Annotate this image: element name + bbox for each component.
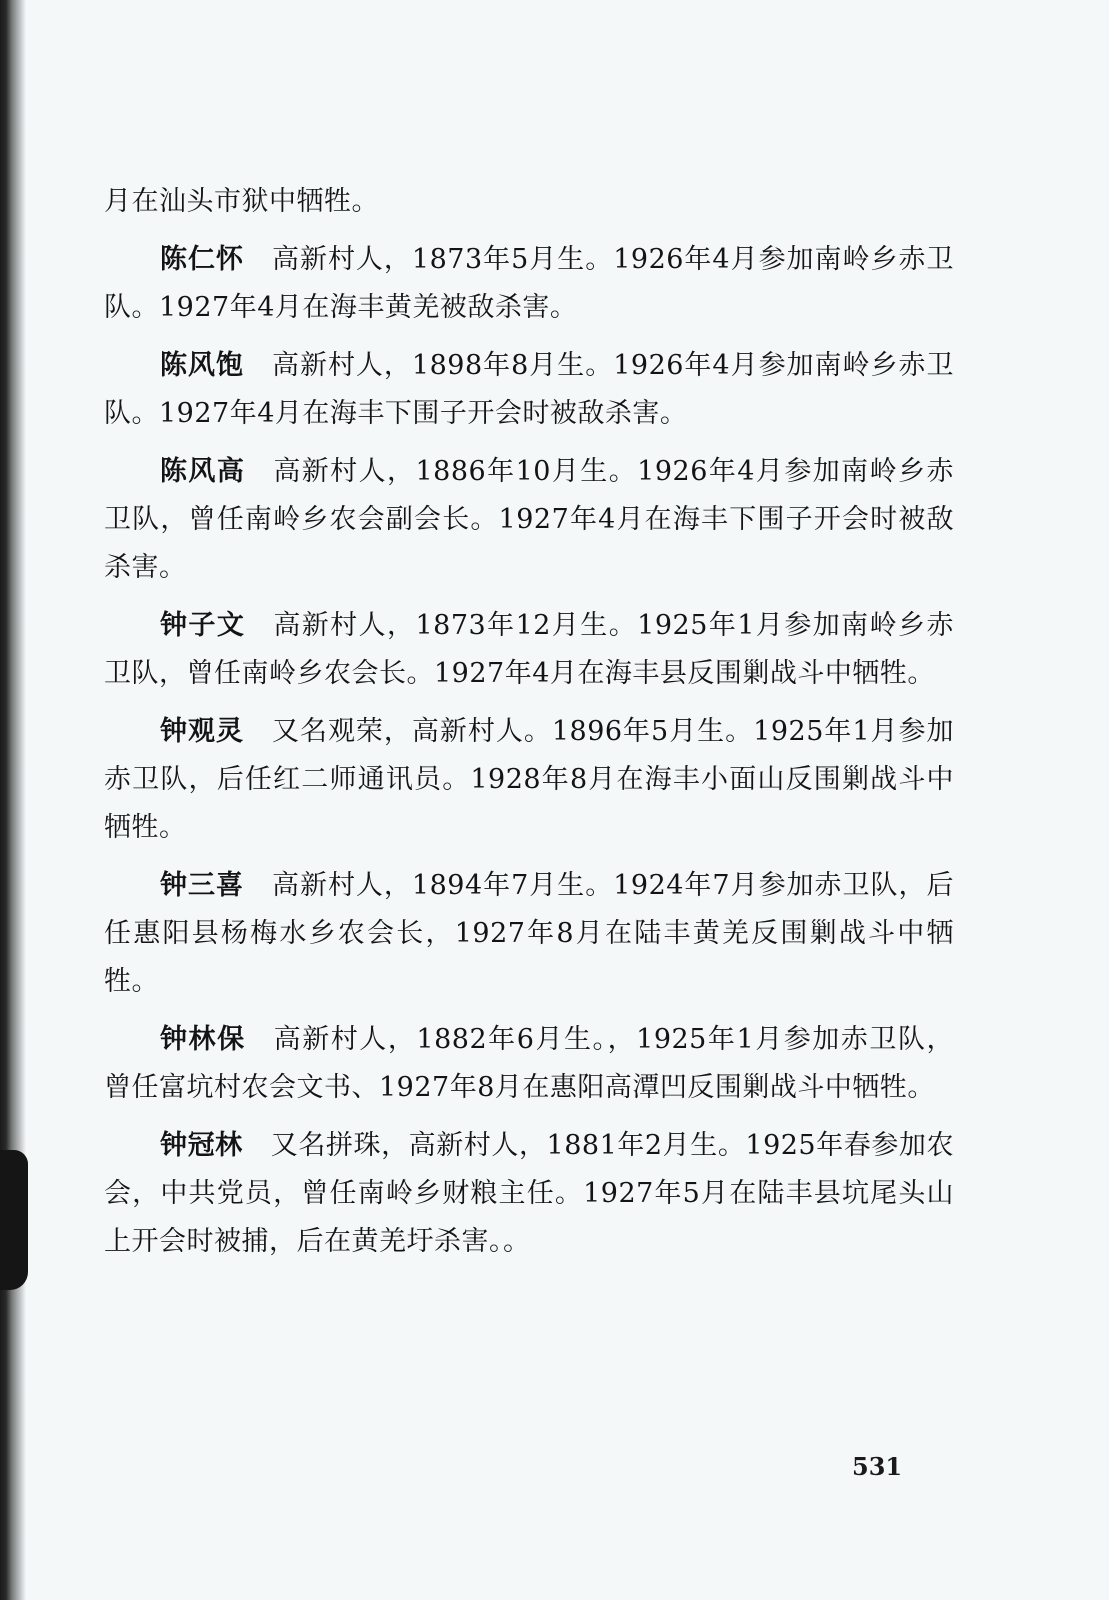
entry-name: 陈仁怀 <box>160 244 244 275</box>
entry-text: 又名观荣，高新村人。1896年5月生。1925年1月参加赤卫队，后任红二师通讯员。1928年8月在海丰小面山反围剿战斗中牺牲。 <box>104 716 954 843</box>
entry-paragraph <box>104 602 954 698</box>
page-number: 531 <box>852 1452 903 1481</box>
entry-paragraph <box>104 236 954 332</box>
entry-text: 高新村人，1886年10月生。1926年4月参加南岭乡赤卫队，曾任南岭乡农会副会长。1927年4月在海丰下围子开会时被敌杀害。 <box>104 456 954 583</box>
entry-text: 高新村人，1873年12月生。1925年1月参加南岭乡赤卫队，曾任南岭乡农会长。1927年4月在海丰县反围剿战斗中牺牲。 <box>104 610 954 689</box>
entry-text: 高新村人，1873年5月生。1926年4月参加南岭乡赤卫队。1927年4月在海丰黄羌被敌杀害。 <box>104 244 954 323</box>
scan-edge-blot <box>0 1150 28 1290</box>
entry-name: 钟林保 <box>160 1024 246 1055</box>
entry-text: 高新村人，1894年7月生。1924年7月参加赤卫队，后任惠阳县杨梅水乡农会长，1927年8月在陆丰黄羌反围剿战斗中牺牲。 <box>104 870 954 997</box>
entry-paragraph <box>104 1016 954 1112</box>
entry-name: 陈风高 <box>160 456 246 487</box>
entry-paragraph <box>104 448 954 592</box>
entry-text: 又名拼珠，高新村人，1881年2月生。1925年春参加农会，中共党员，曾任南岭乡财粮主任。1927年5月在陆丰县坑尾头山上开会时被捕，后在黄羌圩杀害。。 <box>104 1130 955 1257</box>
continuation-paragraph: 月在汕头市狱中牺牲。 <box>104 186 379 217</box>
entry-name: 钟冠林 <box>160 1130 243 1161</box>
entry-name: 钟观灵 <box>160 716 244 747</box>
scan-edge-shadow <box>0 0 26 1600</box>
entry-text: 高新村人，1882年6月生。，1925年1月参加赤卫队，曾任富坑村农会文书、1927年8月在惠阳高潭凹反围剿战斗中牺牲。 <box>104 1024 954 1103</box>
entry-name: 陈风饱 <box>160 350 244 381</box>
entry-paragraph <box>104 708 954 852</box>
entry-paragraph <box>104 862 954 1006</box>
body-text <box>104 178 954 1276</box>
entry-text: 高新村人，1898年8月生。1926年4月参加南岭乡赤卫队。1927年4月在海丰下围子开会时被敌杀害。 <box>104 350 954 429</box>
entry-name: 钟三喜 <box>160 870 244 901</box>
entry-paragraph <box>104 1122 954 1266</box>
entry-name: 钟子文 <box>160 610 246 641</box>
entry-paragraph <box>104 342 954 438</box>
